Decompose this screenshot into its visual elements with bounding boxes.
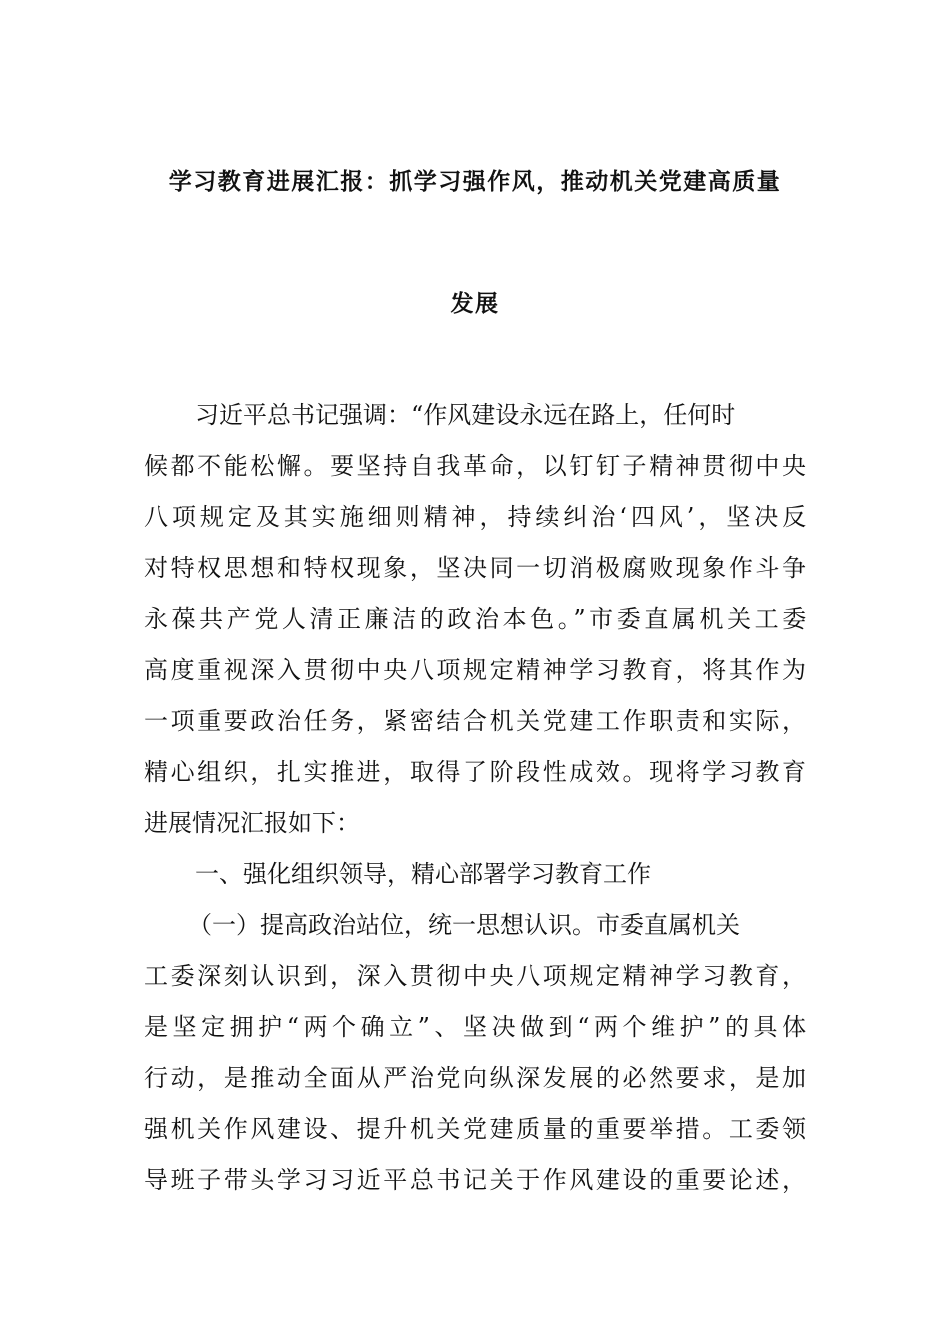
section-heading: 一、强化组织领导，精心部署学习教育工作 xyxy=(195,860,651,888)
paragraph-line: 高度重视深入贯彻中央八项规定精神学习教育，将其作为 xyxy=(144,656,809,684)
document-title-line-2: 发展 xyxy=(450,291,500,317)
paragraph-line: 一项重要政治任务，紧密结合机关党建工作职责和实际， xyxy=(144,707,809,735)
paragraph-line: 行动，是推动全面从严治党向纵深发展的必然要求，是加 xyxy=(144,1064,809,1092)
paragraph-line: 强机关作风建设、提升机关党建质量的重要举措。工委领 xyxy=(144,1115,809,1143)
paragraph-line: 八项规定及其实施细则精神，持续纠治‘四风’，坚决反 xyxy=(144,503,811,531)
paragraph-line: （一）提高政治站位，统一思想认识。市委直属机关 xyxy=(188,911,740,939)
paragraph-line: 工委深刻认识到，深入贯彻中央八项规定精神学习教育， xyxy=(144,962,809,990)
document-title-line-1: 学习教育进展汇报：抓学习强作风，推动机关党建高质量 xyxy=(168,169,782,195)
paragraph-line: 进展情况汇报如下： xyxy=(144,809,360,837)
paragraph-line: 习近平总书记强调：“作风建设永远在路上，任何时 xyxy=(195,401,736,429)
paragraph-line: 永葆共产党人清正廉洁的政治本色。”市委直属机关工委 xyxy=(144,605,810,633)
paragraph-line: 精心组织，扎实推进，取得了阶段性成效。现将学习教育 xyxy=(144,758,809,786)
paragraph-line: 是坚定拥护“两个确立”、坚决做到“两个维护”的具体 xyxy=(144,1013,811,1041)
paragraph-line: 对特权思想和特权现象，坚决同一切消极腐败现象作斗争 xyxy=(144,554,809,582)
paragraph-line: 导班子带头学习习近平总书记关于作风建设的重要论述， xyxy=(144,1166,809,1194)
paragraph-line: 候都不能松懈。要坚持自我革命，以钉钉子精神贯彻中央 xyxy=(144,452,809,480)
